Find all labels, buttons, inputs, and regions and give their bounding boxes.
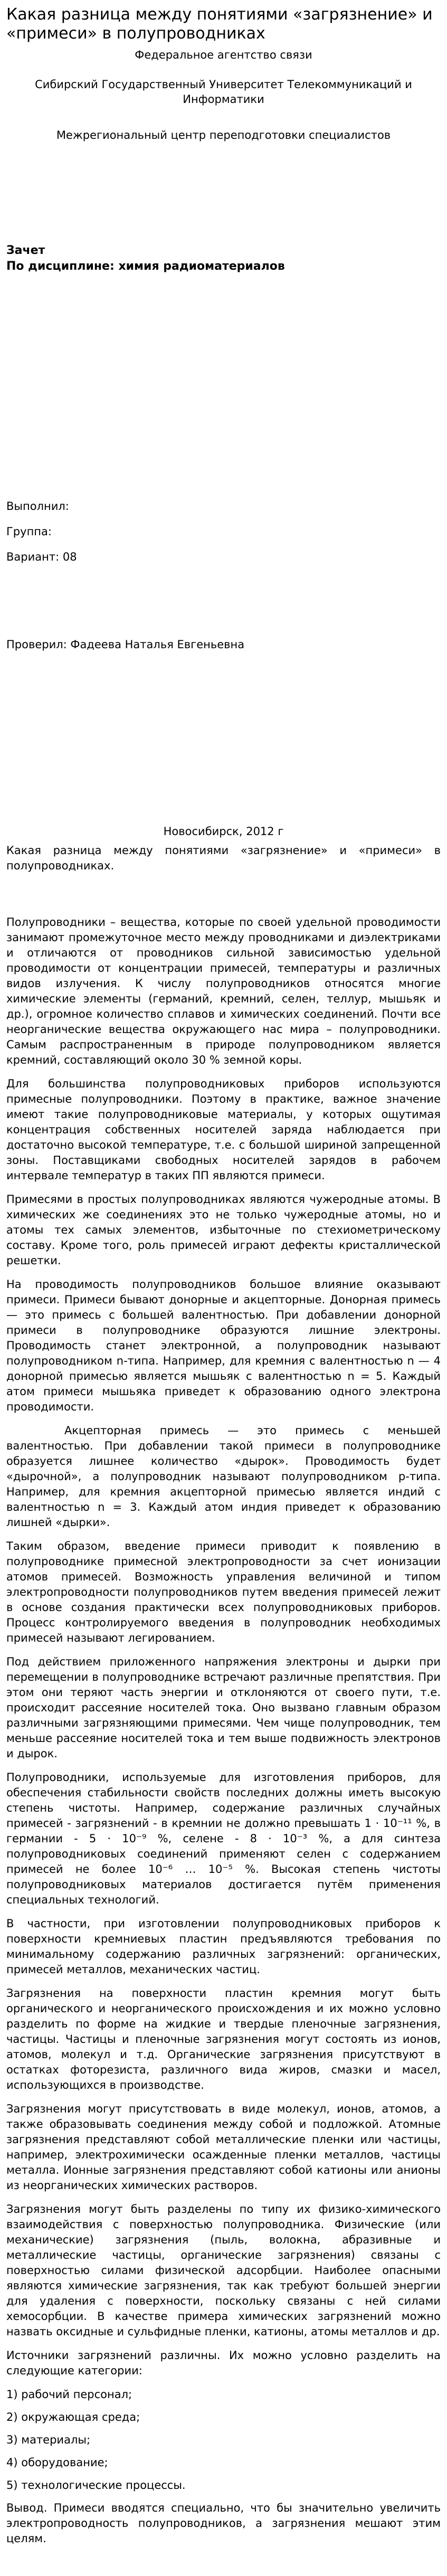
checked-by-field: Проверил: Фадеева Наталья Евгеньевна bbox=[6, 638, 245, 651]
paragraph: Примесями в простых полупроводниках являются чужеродные атомы. В химических же соединениях это не только чужеродные атомы, но и атомы тех самых элементов, избыточные по стехиометрическому составу. Кроме того, роль примесей играют дефекты кристаллической решетки. bbox=[6, 1193, 441, 1267]
agency-name: Федеральное агентство связи bbox=[135, 49, 312, 61]
list-item: 3) материалы; bbox=[6, 2433, 91, 2446]
university-name: Сибирский Государственный Университет Телекоммуникаций и Информатики bbox=[35, 78, 412, 106]
document-title: Какая разница между понятиями «загрязнение» и «примеси» в полупроводниках bbox=[6, 5, 433, 43]
paragraph: На проводимость полупроводников большое влияние оказывают примеси. Примеси бывают донорные и акцепторные. Донорная примесь — это примесь с большей валентностью. При добавлении донорной примеси в полупроводнике образуются лишние электроны. Проводимость станет электронной, а полупроводник называют полупроводником n-типа. Например, для кремния с валентностью n — 4 донорной примесью является мышьяк с валентностью n = 5. Каждый атом примеси мышьяка приведет к образованию одного электрона проводимости. bbox=[6, 1278, 441, 1413]
list-item: 2) окружающая среда; bbox=[6, 2411, 140, 2423]
paragraph: Таким образом, введение примеси приводит к появлению в полупроводнике примесной электропроводности за счет ионизации атомов примесей. Возможность управления величиной и типом электропроводности полупроводников путем введения примесей лежит в основе создания практически всех полупроводниковых приборов. Процесс контролируемого введения в полупроводник необходимых примесей называют легированием. bbox=[6, 1540, 441, 1644]
paragraph: Загрязнения могут быть разделены по типу их физико-химического взаимодействия с поверхностью полупроводника. Физические (или механические) загрязнения (пыль, волокна, абразивные и металлические частицы, органические загрязнения) связаны с поверхностью силами физической адсорбции. Наиболее опасными являются химические загрязнения, так как требуют большей энергии для удаления с поверхности, поскольку связаны с ней силами хемосорбции. В качестве примера химических загрязнений можно назвать оксидные и сульфидные пленки, катионы, атомы металлов и др. bbox=[6, 2203, 441, 2338]
paragraph: Для большинства полупроводниковых приборов используются примесные полупроводники. Поэтому в практике, важное значение имеют такие полупроводниковые материалы, у которых ощутимая концентрация собственных носителей заряда наблюдается при достаточно высокой температуре, т.е. с большой шириной запрещенной зоны. Поставщиками свободных носителей зарядов в рабочем интервале температур в таких ПП являются примеси. bbox=[6, 1077, 441, 1182]
paragraph: Полупроводники, используемые для изготовления приборов, для обеспечения стабильности свойств последних должны иметь высокую степень чистоты. Например, содержание различных случайных примесей - загрязнений - в кремнии не должно превышать 1 · 10⁻¹¹ %, в германии - 5 · 10⁻⁹ %, селене - 8 · 10⁻³ %, а для синтеза полупроводниковых соединений применяют селен с содержанием примесей не более 10⁻⁶ … 10⁻⁵ %. Высокая степень чистоты полупроводниковых материалов достигается путём применения специальных технологий. bbox=[6, 1771, 441, 1906]
paragraph: В частности, при изготовлении полупроводниковых приборов к поверхности кремниевых пластин предъявляются требования по минимальному содержанию различных загрязнений: органических, примесей металлов, механических частиц. bbox=[6, 1917, 441, 1976]
list-item: 1) рабочий персонал; bbox=[6, 2388, 132, 2401]
list-item: 4) оборудование; bbox=[6, 2456, 108, 2469]
paragraph: Под действием приложенного напряжения электроны и дырки при перемещении в полупроводнике встречают различные препятствия. При этом они теряют часть энергии и отклоняются от своего пути, т.е. происходит рассеяние носителей тока. Оно вызвано главным образом различными загрязняющими примесями. Чем чище полупроводник, тем меньше рассеяние носителей тока и тем выше подвижность электронов и дырок. bbox=[6, 1655, 441, 1760]
list-item: 5) технологические процессы. bbox=[6, 2479, 186, 2492]
topic-question: Какая разница между понятиями «загрязнение» и «примеси» в полупроводниках. bbox=[6, 844, 441, 872]
group-field: Группа: bbox=[6, 525, 52, 538]
paragraph: Полупроводники – вещества, которые по своей удельной проводимости занимают промежуточное место между проводниками и диэлектриками и отличаются от проводников сильной зависимостью удельной проводимости от концентрации примесей, температуры и различных видов излучения. К числу полупроводников относятся многие химические элементы (германий, кремний, селен, теллур, мышьяк и др.), огромное количество сплавов и химических соединений. Почти все неорганические вещества окружающего нас мира – полупроводники. Самым распространенным в природе полупроводником является кремний, составляющий около 30 % земной коры. bbox=[6, 916, 441, 1066]
work-type: Зачет bbox=[6, 244, 45, 257]
city-year: Новосибирск, 2012 г bbox=[163, 825, 284, 838]
conclusion: Вывод. Примеси вводятся специально, что бы значительно увеличить электропроводность полупроводников, а загрязнения мешают этим целям. bbox=[6, 2502, 441, 2545]
paragraph: Загрязнения могут присутствовать в виде молекул, ионов, атомов, а также образовывать соединения между собой и подложкой. Атомные загрязнения представляют собой металлические пленки или частицы, например, электрохимически осажденные пленки металлов, частицы металла. Ионные загрязнения представляют собой катионы или анионы из неорганических химических растворов. bbox=[6, 2103, 441, 2192]
discipline: По дисциплине: химия радиоматериалов bbox=[6, 260, 285, 273]
variant-field: Вариант: 08 bbox=[6, 551, 77, 563]
performed-by-field: Выполнил: bbox=[6, 500, 69, 513]
paragraph: Загрязнения на поверхности пластин кремния могут быть органического и неорганического происхождения и их можно условно разделить по форме на жидкие и твердые пленочные загрязнения, частицы. Частицы и пленочные загрязнения могут состоять из ионов, атомов, молекул и т.д. Органические загрязнения присутствуют в остатках фоторезиста, различного вида жиров, смазки и масел, использующихся в производстве. bbox=[6, 1987, 441, 2091]
paragraph: Акцепторная примесь — это примесь с меньшей валентностью. При добавлении такой примеси в полупроводнике образуется лишнее количество «дырок». Проводимость будет «дырочной», а полупроводник называют полупроводником p-типа. Например, для кремния акцепторной примесью является индий с валентностью n = 3. Каждый атом индия приведет к образованию лишней «дырки». bbox=[6, 1424, 441, 1529]
training-center-name: Межрегиональный центр переподготовки специалистов bbox=[56, 129, 391, 141]
paragraph: Источники загрязнений различны. Их можно условно разделить на следующие категории: bbox=[6, 2349, 441, 2377]
